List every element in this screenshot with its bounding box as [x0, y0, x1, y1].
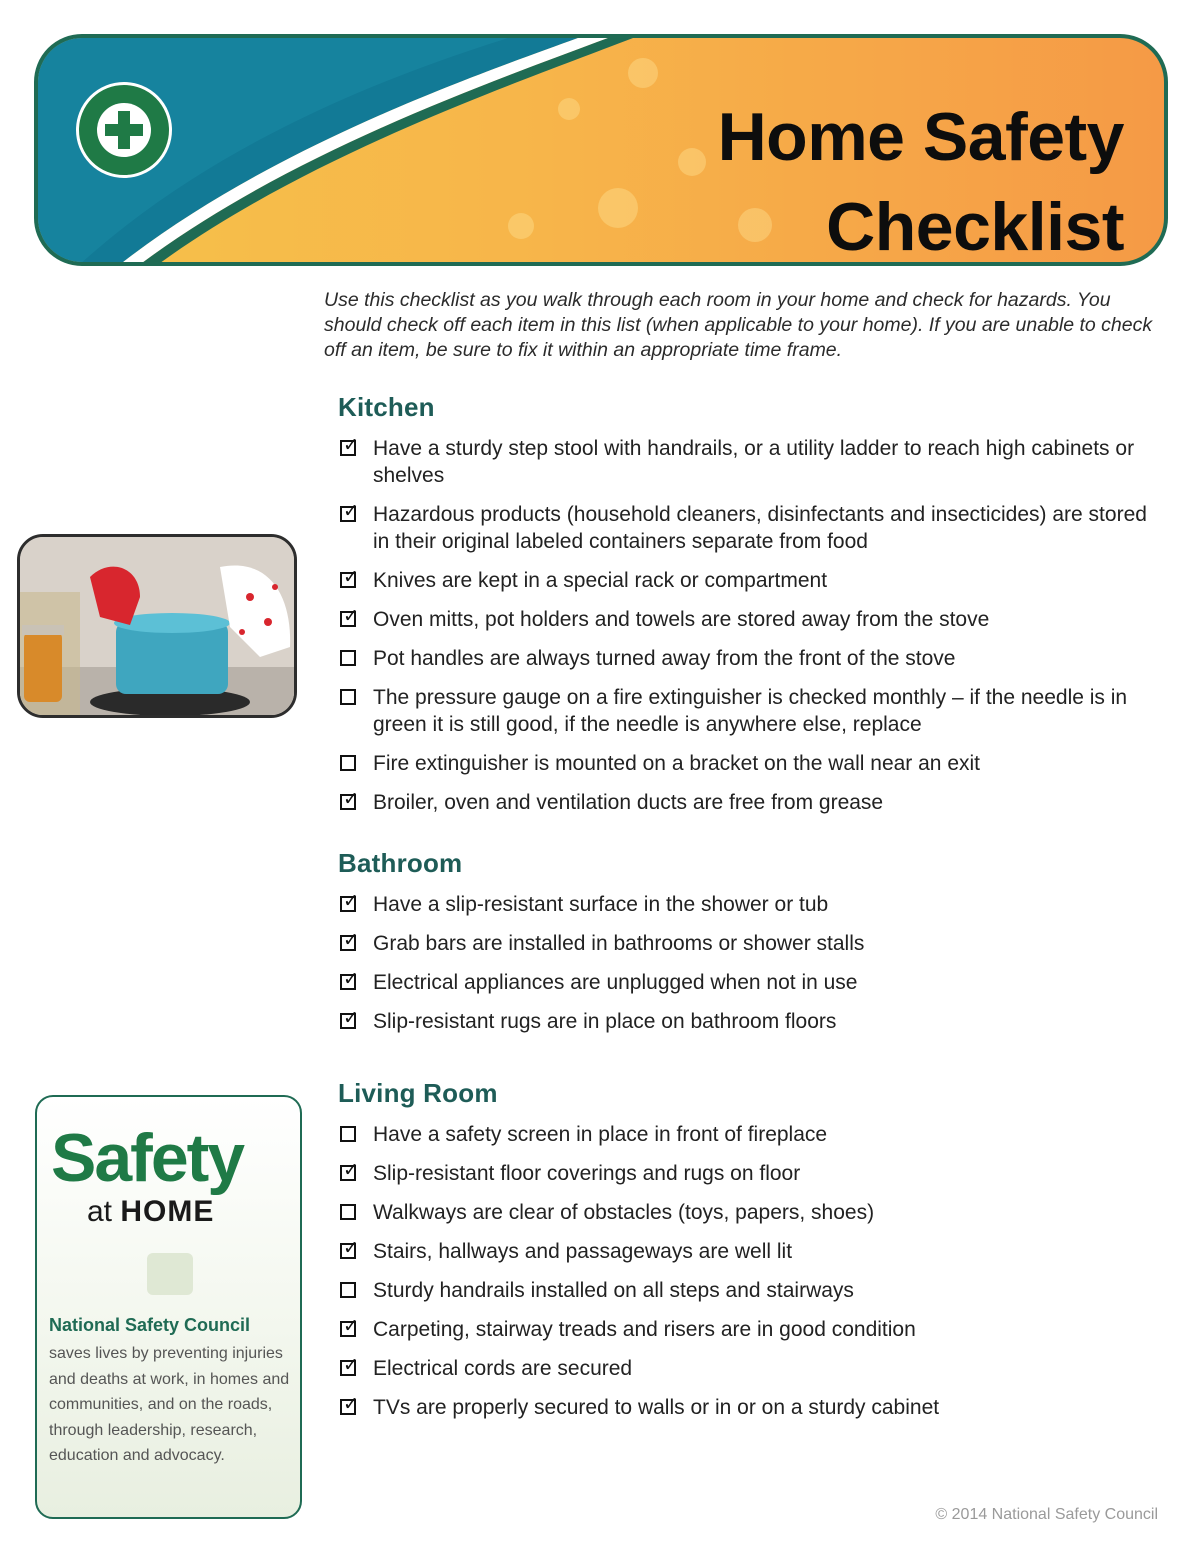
checklist-item-text: TVs are properly secured to walls or in or on a sturdy cabinet: [373, 1396, 940, 1419]
checklist-item: [338, 684, 1168, 738]
checklist-item: [338, 1277, 1168, 1304]
checklist-item-text: Knives are kept in a special rack or compartment: [373, 569, 828, 592]
checklist-item: [338, 606, 1168, 633]
checkbox-checked-icon[interactable]: ✓: [340, 1321, 356, 1337]
section-title-living-room: Living Room: [338, 1078, 498, 1108]
checkbox-empty-icon[interactable]: [340, 650, 356, 666]
card-body: saves lives by preventing injuries and deaths at work, in homes and communities, and on the roads, through leadership, research, education and advocacy.: [49, 1345, 290, 1464]
logo-home-word: HOME: [120, 1195, 215, 1228]
checkbox-checked-icon[interactable]: ✓: [340, 935, 356, 951]
checklist-item-text: Carpeting, stairway treads and risers are in good condition: [373, 1318, 916, 1341]
section-kitchen: [338, 392, 1168, 816]
section-bathroom: [338, 848, 1168, 1035]
checklist-item: [338, 1199, 1168, 1226]
checkbox-checked-icon[interactable]: ✓: [340, 974, 356, 990]
checklist-item: [338, 1394, 1168, 1421]
national-safety-council-seal-icon: [76, 82, 172, 178]
card-heading: National Safety Council: [49, 1315, 251, 1335]
checkbox-checked-icon[interactable]: ✓: [340, 1243, 356, 1259]
stove-pot-illustration: [20, 537, 294, 715]
safety-at-home-logo: Safety: [51, 1120, 244, 1196]
decorative-square: [147, 1253, 193, 1295]
checklist-item-text: Pot handles are always turned away from the front of the stove: [373, 647, 956, 670]
checkbox-empty-icon[interactable]: [340, 1204, 356, 1220]
checklist-item-text: Sturdy handrails installed on all steps and stairways: [373, 1279, 854, 1302]
checklist-item-text: Have a safety screen in place in front of fireplace: [373, 1123, 828, 1146]
section-title-bathroom: Bathroom: [338, 848, 463, 878]
checklist-item: [338, 789, 1168, 816]
checklist-item: [338, 1121, 1168, 1148]
checklist-item: [338, 1238, 1168, 1265]
kitchen-stove-photo: [17, 534, 297, 718]
seal-cross-icon: [97, 103, 151, 157]
checklist-item-text: Slip-resistant floor coverings and rugs on floor: [373, 1162, 801, 1185]
checklist-item-text: Slip-resistant rugs are in place on bathroom floors: [373, 1010, 837, 1033]
checklist-item: [338, 1160, 1168, 1187]
checklist-item-text: Electrical appliances are unplugged when not in use: [373, 971, 858, 994]
section-title-kitchen: Kitchen: [338, 392, 435, 422]
checkbox-checked-icon[interactable]: ✓: [340, 1013, 356, 1029]
page-title: [718, 92, 1124, 266]
checklist-item: [338, 1355, 1168, 1382]
title-line-2: Checklist: [826, 189, 1124, 265]
checklist-bathroom: [338, 891, 1168, 1035]
checklist-item: [338, 969, 1168, 996]
checkbox-empty-icon[interactable]: [340, 755, 356, 771]
checklist-item-text: Hazardous products (household cleaners, disinfectants and insecticides) are stored in their original labeled containers separate from food: [373, 503, 1147, 553]
logo-at-home: [87, 1195, 214, 1229]
checkbox-checked-icon[interactable]: ✓: [340, 440, 356, 456]
checklist-item: [338, 567, 1168, 594]
checklist-item: [338, 1316, 1168, 1343]
checklist-item-text: Fire extinguisher is mounted on a bracket on the wall near an exit: [373, 752, 981, 775]
checklist-item: [338, 750, 1168, 777]
checklist-item-text: Electrical cords are secured: [373, 1357, 633, 1380]
checkbox-checked-icon[interactable]: ✓: [340, 794, 356, 810]
intro-paragraph: Use this checklist as you walk through each room in your home and check for hazards. You should check off each item in this list (when applicable to your home). If you are unable to check off an item, be sure to fix it within an appropriate time frame.: [324, 289, 1153, 361]
section-living-room: [338, 1078, 1168, 1421]
checkbox-empty-icon[interactable]: [340, 689, 356, 705]
checkbox-checked-icon[interactable]: ✓: [340, 506, 356, 522]
checklist-item-text: The pressure gauge on a fire extinguisher is checked monthly – if the needle is in green it is still good, if the needle is anywhere else, replace: [373, 686, 1128, 736]
checkbox-checked-icon[interactable]: ✓: [340, 1399, 356, 1415]
checklist-item-text: Have a slip-resistant surface in the shower or tub: [373, 893, 829, 916]
checklist-item: [338, 930, 1168, 957]
checkbox-checked-icon[interactable]: ✓: [340, 1165, 356, 1181]
checklist-item: [338, 1008, 1168, 1035]
checklist-living-room: [338, 1121, 1168, 1421]
checklist-item: [338, 435, 1168, 489]
checklist-kitchen: [338, 435, 1168, 816]
header-banner: [34, 34, 1168, 266]
checklist-item-text: Have a sturdy step stool with handrails, or a utility ladder to reach high cabinets or shelves: [373, 437, 1135, 487]
checklist-item-text: Stairs, hallways and passageways are well lit: [373, 1240, 793, 1263]
copyright-footer: © 2014 National Safety Council: [935, 1506, 1158, 1523]
checkbox-checked-icon[interactable]: ✓: [340, 611, 356, 627]
checkbox-empty-icon[interactable]: [340, 1282, 356, 1298]
logo-at-word: at: [87, 1195, 113, 1228]
title-line-1: Home Safety: [717, 99, 1124, 175]
checkbox-checked-icon[interactable]: ✓: [340, 1360, 356, 1376]
checklist-item-text: Grab bars are installed in bathrooms or shower stalls: [373, 932, 865, 955]
checklist-item: [338, 645, 1168, 672]
checklist-item-text: Broiler, oven and ventilation ducts are free from grease: [373, 791, 884, 814]
checkbox-checked-icon[interactable]: ✓: [340, 896, 356, 912]
checkbox-checked-icon[interactable]: ✓: [340, 572, 356, 588]
checklist-item: [338, 891, 1168, 918]
checklist-item-text: Oven mitts, pot holders and towels are stored away from the stove: [373, 608, 990, 631]
checklist-item-text: Walkways are clear of obstacles (toys, papers, shoes): [373, 1201, 875, 1224]
checklist-item: [338, 501, 1168, 555]
safety-at-home-card: [35, 1095, 302, 1519]
checkbox-empty-icon[interactable]: [340, 1126, 356, 1142]
